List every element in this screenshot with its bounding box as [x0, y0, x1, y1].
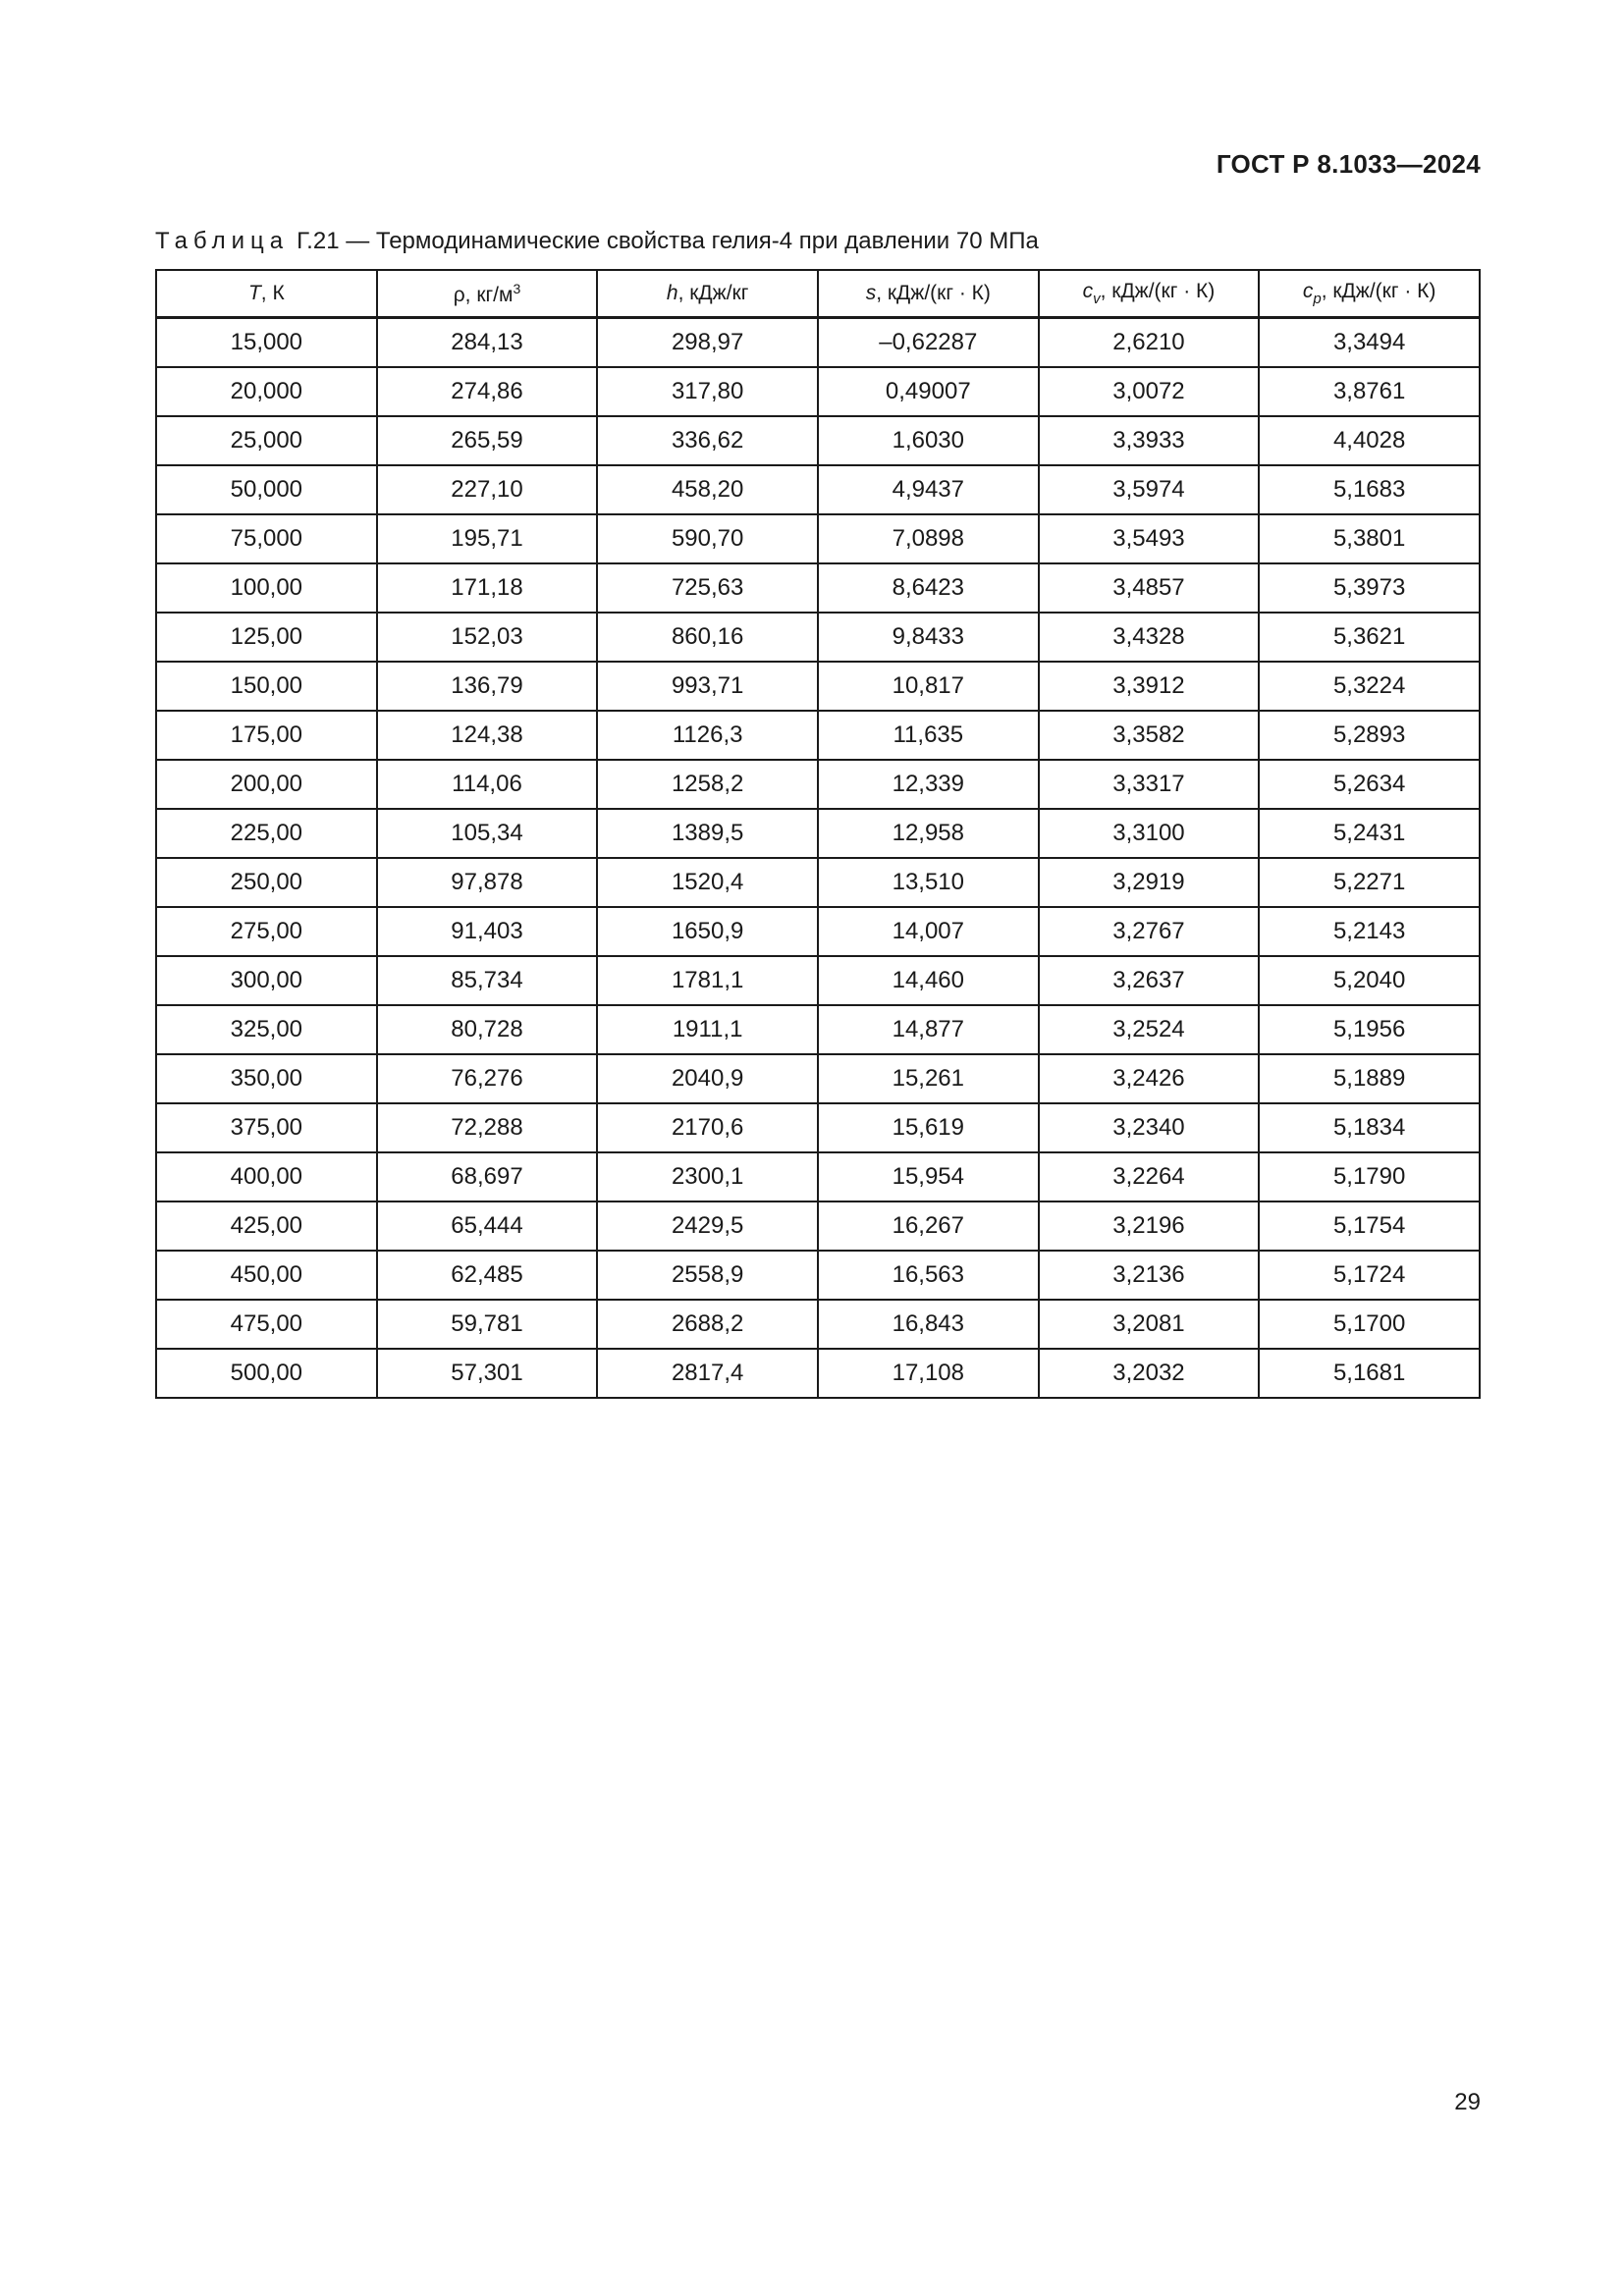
table-cell: 8,6423: [818, 563, 1039, 613]
table-cell: 317,80: [597, 367, 818, 416]
table-cell: 375,00: [156, 1103, 377, 1152]
table-cell: 3,2136: [1039, 1251, 1260, 1300]
table-cell: 1,6030: [818, 416, 1039, 465]
table-cell: 3,5493: [1039, 514, 1260, 563]
table-cell: 284,13: [377, 318, 598, 368]
table-cell: 3,2524: [1039, 1005, 1260, 1054]
table-cell: 5,1889: [1259, 1054, 1480, 1103]
table-cell: 5,3224: [1259, 662, 1480, 711]
table-cell: 5,1700: [1259, 1300, 1480, 1349]
table-row: [156, 318, 1480, 368]
table-cell: 97,878: [377, 858, 598, 907]
table-row: [156, 1152, 1480, 1201]
table-cell: 15,619: [818, 1103, 1039, 1152]
table-row: [156, 1251, 1480, 1300]
column-unit: , кДж/кг: [677, 282, 749, 304]
table-row: [156, 1201, 1480, 1251]
table-cell: 9,8433: [818, 613, 1039, 662]
table-row: [156, 563, 1480, 613]
table-cell: 5,1724: [1259, 1251, 1480, 1300]
column-symbol: T: [247, 282, 261, 304]
table-cell: 3,2340: [1039, 1103, 1260, 1152]
table-body: [156, 318, 1480, 1399]
table-cell: 15,261: [818, 1054, 1039, 1103]
table-cell: 4,9437: [818, 465, 1039, 514]
table-cell: 2688,2: [597, 1300, 818, 1349]
table-cell: 475,00: [156, 1300, 377, 1349]
table-cell: 68,697: [377, 1152, 598, 1201]
table-cell: 124,38: [377, 711, 598, 760]
table-cell: 50,000: [156, 465, 377, 514]
table-caption: [155, 228, 1039, 255]
table-row: [156, 367, 1480, 416]
table-cell: 12,339: [818, 760, 1039, 809]
table-cell: 3,4857: [1039, 563, 1260, 613]
table-cell: 5,1754: [1259, 1201, 1480, 1251]
table-cell: 11,635: [818, 711, 1039, 760]
table-row: [156, 1300, 1480, 1349]
table-cell: 250,00: [156, 858, 377, 907]
table-row: [156, 416, 1480, 465]
table-cell: 5,2143: [1259, 907, 1480, 956]
table-row: [156, 956, 1480, 1005]
column-header-cp: [1259, 270, 1480, 318]
table-cell: 14,877: [818, 1005, 1039, 1054]
table-cell: 5,2040: [1259, 956, 1480, 1005]
table-cell: 3,3317: [1039, 760, 1260, 809]
table-cell: 860,16: [597, 613, 818, 662]
table-cell: 3,3582: [1039, 711, 1260, 760]
table-cell: 5,1790: [1259, 1152, 1480, 1201]
table-cell: 171,18: [377, 563, 598, 613]
table-cell: 2429,5: [597, 1201, 818, 1251]
table-cell: 1650,9: [597, 907, 818, 956]
table-cell: 75,000: [156, 514, 377, 563]
column-header-entropy: [818, 270, 1039, 318]
table-cell: 1911,1: [597, 1005, 818, 1054]
table-cell: 225,00: [156, 809, 377, 858]
column-header-enthalpy: [597, 270, 818, 318]
table-cell: 25,000: [156, 416, 377, 465]
table-cell: 5,1683: [1259, 465, 1480, 514]
table-cell: 7,0898: [818, 514, 1039, 563]
table-cell: 195,71: [377, 514, 598, 563]
table-cell: 1520,4: [597, 858, 818, 907]
column-unit: , кДж/(кг · К): [1321, 280, 1436, 302]
table-cell: 275,00: [156, 907, 377, 956]
table-cell: 3,2919: [1039, 858, 1260, 907]
table-cell: 57,301: [377, 1349, 598, 1398]
table-cell: 150,00: [156, 662, 377, 711]
table-row: [156, 809, 1480, 858]
table-header-row: [156, 270, 1480, 318]
table-cell: 5,1834: [1259, 1103, 1480, 1152]
table-cell: 100,00: [156, 563, 377, 613]
table-row: [156, 465, 1480, 514]
table-cell: 10,817: [818, 662, 1039, 711]
table-cell: 5,1956: [1259, 1005, 1480, 1054]
column-symbol: c: [1302, 280, 1314, 302]
column-symbol: c: [1082, 280, 1094, 302]
table-cell: 400,00: [156, 1152, 377, 1201]
table-cell: 14,007: [818, 907, 1039, 956]
table-cell: 59,781: [377, 1300, 598, 1349]
table-cell: 5,3621: [1259, 613, 1480, 662]
table-cell: 993,71: [597, 662, 818, 711]
table-caption-label: Таблица: [155, 228, 290, 254]
table-cell: 458,20: [597, 465, 818, 514]
column-unit: , кг/м: [464, 283, 514, 306]
table-cell: 3,5974: [1039, 465, 1260, 514]
table-cell: 3,0072: [1039, 367, 1260, 416]
table-row: [156, 1054, 1480, 1103]
table-cell: 2,6210: [1039, 318, 1260, 368]
column-unit-exponent: 3: [513, 280, 521, 296]
table-row: [156, 613, 1480, 662]
table-cell: 3,3912: [1039, 662, 1260, 711]
table-cell: 274,86: [377, 367, 598, 416]
table-cell: 0,49007: [818, 367, 1039, 416]
column-unit: , кДж/(кг · К): [1100, 280, 1216, 302]
page-number: 29: [1454, 2089, 1481, 2115]
table-cell: 80,728: [377, 1005, 598, 1054]
table-cell: 2817,4: [597, 1349, 818, 1398]
table-cell: –0,62287: [818, 318, 1039, 368]
column-unit: , К: [260, 282, 285, 304]
table-row: [156, 711, 1480, 760]
table-cell: 72,288: [377, 1103, 598, 1152]
column-symbol: h: [666, 282, 678, 304]
table-cell: 5,3973: [1259, 563, 1480, 613]
column-header-cv: [1039, 270, 1260, 318]
table-cell: 125,00: [156, 613, 377, 662]
table-cell: 2558,9: [597, 1251, 818, 1300]
table-cell: 16,843: [818, 1300, 1039, 1349]
table-cell: 152,03: [377, 613, 598, 662]
table-cell: 1781,1: [597, 956, 818, 1005]
table-cell: 17,108: [818, 1349, 1039, 1398]
table-cell: 13,510: [818, 858, 1039, 907]
table-cell: 3,2264: [1039, 1152, 1260, 1201]
table-cell: 425,00: [156, 1201, 377, 1251]
table-cell: 200,00: [156, 760, 377, 809]
thermodynamic-properties-table: [155, 269, 1481, 1399]
table-row: [156, 1103, 1480, 1152]
table-cell: 85,734: [377, 956, 598, 1005]
column-symbol: s: [865, 282, 877, 304]
table-cell: 3,3494: [1259, 318, 1480, 368]
table-cell: 12,958: [818, 809, 1039, 858]
table-cell: 336,62: [597, 416, 818, 465]
table-cell: 3,2637: [1039, 956, 1260, 1005]
document-standard-number: ГОСТ Р 8.1033—2024: [1216, 149, 1481, 179]
table-cell: 3,3100: [1039, 809, 1260, 858]
table-cell: 175,00: [156, 711, 377, 760]
table-row: [156, 662, 1480, 711]
table-cell: 1389,5: [597, 809, 818, 858]
table-cell: 114,06: [377, 760, 598, 809]
table-cell: 5,2271: [1259, 858, 1480, 907]
table-cell: 15,954: [818, 1152, 1039, 1201]
table-cell: 5,2431: [1259, 809, 1480, 858]
table-cell: 3,8761: [1259, 367, 1480, 416]
table-cell: 76,276: [377, 1054, 598, 1103]
table-row: [156, 514, 1480, 563]
table-cell: 5,1681: [1259, 1349, 1480, 1398]
table-cell: 105,34: [377, 809, 598, 858]
table-cell: 350,00: [156, 1054, 377, 1103]
table-cell: 300,00: [156, 956, 377, 1005]
column-subscript: v: [1093, 291, 1101, 307]
table-cell: 5,3801: [1259, 514, 1480, 563]
table-row: [156, 858, 1480, 907]
table-cell: 15,000: [156, 318, 377, 368]
table-cell: 325,00: [156, 1005, 377, 1054]
table-row: [156, 1349, 1480, 1398]
table-cell: 2040,9: [597, 1054, 818, 1103]
table-cell: 3,2426: [1039, 1054, 1260, 1103]
table-cell: 3,2767: [1039, 907, 1260, 956]
table-cell: 3,2032: [1039, 1349, 1260, 1398]
column-subscript: p: [1313, 291, 1322, 307]
table-row: [156, 1005, 1480, 1054]
table-cell: 725,63: [597, 563, 818, 613]
table-cell: 2170,6: [597, 1103, 818, 1152]
table-row: [156, 907, 1480, 956]
table-cell: 500,00: [156, 1349, 377, 1398]
column-unit: , кДж/(кг · К): [876, 282, 991, 304]
table-cell: 3,2196: [1039, 1201, 1260, 1251]
table-cell: 1258,2: [597, 760, 818, 809]
table-cell: 1126,3: [597, 711, 818, 760]
table-cell: 62,485: [377, 1251, 598, 1300]
table-cell: 14,460: [818, 956, 1039, 1005]
table-cell: 16,563: [818, 1251, 1039, 1300]
table-cell: 5,2634: [1259, 760, 1480, 809]
table-cell: 298,97: [597, 318, 818, 368]
table-cell: 227,10: [377, 465, 598, 514]
table-row: [156, 760, 1480, 809]
table-cell: 450,00: [156, 1251, 377, 1300]
column-symbol: ρ: [453, 283, 465, 306]
table-cell: 3,3933: [1039, 416, 1260, 465]
column-header-temperature: [156, 270, 377, 318]
table-cell: 3,4328: [1039, 613, 1260, 662]
table-cell: 65,444: [377, 1201, 598, 1251]
table-cell: 265,59: [377, 416, 598, 465]
table-cell: 3,2081: [1039, 1300, 1260, 1349]
table-cell: 2300,1: [597, 1152, 818, 1201]
table-cell: 20,000: [156, 367, 377, 416]
table-cell: 91,403: [377, 907, 598, 956]
table-cell: 136,79: [377, 662, 598, 711]
table-caption-text: Г.21 — Термодинамические свойства гелия-4 при давлении 70 МПа: [297, 228, 1039, 254]
table-cell: 590,70: [597, 514, 818, 563]
table-cell: 4,4028: [1259, 416, 1480, 465]
table-cell: 16,267: [818, 1201, 1039, 1251]
column-header-density: [377, 270, 598, 318]
table-cell: 5,2893: [1259, 711, 1480, 760]
